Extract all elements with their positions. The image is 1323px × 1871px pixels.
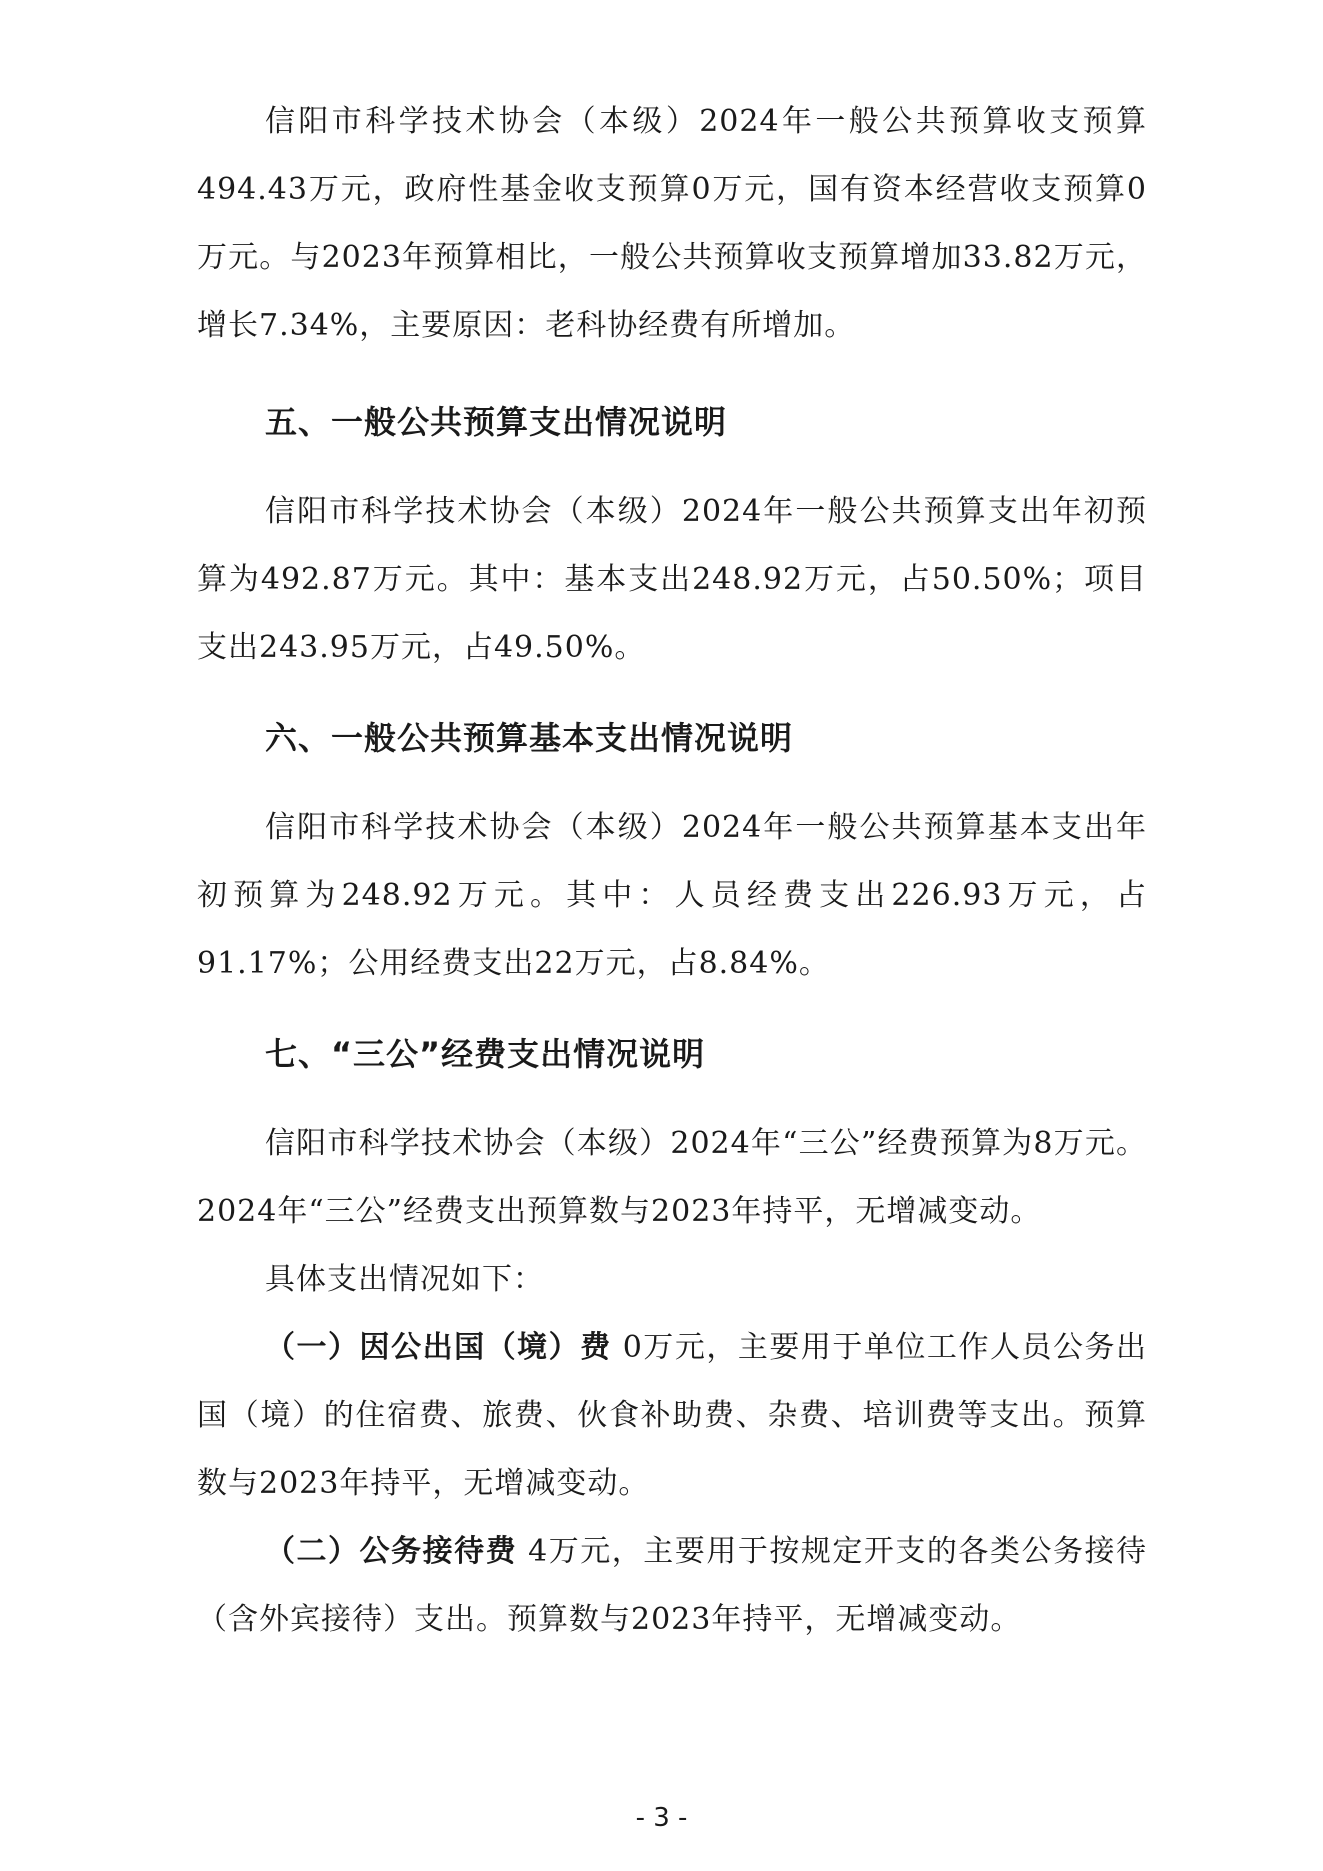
section-6-paragraph: 信阳市科学技术协会（本级）2024年一般公共预算基本支出年初预算为248.92万元。其中：人员经费支出226.93万元，占91.17%；公用经费支出22万元，占8.84%。 xyxy=(197,810,1147,981)
item-2-label: （二）公务接待费 xyxy=(265,1534,518,1569)
section-5-heading: 五、一般公共预算支出情况说明 xyxy=(265,403,728,441)
section-7-detail-intro: 具体支出情况如下： xyxy=(265,1262,544,1297)
document-body xyxy=(197,88,1147,1654)
section-7-item-1 xyxy=(197,1314,1147,1518)
section-7-paragraph: 信阳市科学技术协会（本级）2024年“三公”经费预算为8万元。2024年“三公”经费支出预算数与2023年持平，无增减变动。 xyxy=(197,1126,1147,1229)
section-7-heading: 七、“三公”经费支出情况说明 xyxy=(265,1035,706,1073)
item-1-label: （一）因公出国（境）费 xyxy=(265,1330,612,1365)
item-2-text: 4万元，主要用于按规定开支的各类公务接待（含外宾接待）支出。预算数与2023年持平，无增减变动。 xyxy=(197,1534,1147,1637)
page-number: - 3 - xyxy=(635,1803,688,1833)
item-1-text: 0万元，主要用于单位工作人员公务出国（境）的住宿费、旅费、伙食补助费、杂费、培训费等支出。预算数与2023年持平，无增减变动。 xyxy=(197,1330,1148,1501)
intro-paragraph: 信阳市科学技术协会（本级）2024年一般公共预算收支预算494.43万元，政府性基金收支预算0万元，国有资本经营收支预算0万元。与2023年预算相比，一般公共预算收支预算增加33.82万元，增长7.34%，主要原因：老科协经费有所增加。 xyxy=(197,104,1147,343)
section-6-heading: 六、一般公共预算基本支出情况说明 xyxy=(265,719,794,757)
section-7-item-2 xyxy=(197,1518,1147,1654)
section-5-paragraph: 信阳市科学技术协会（本级）2024年一般公共预算支出年初预算为492.87万元。其中：基本支出248.92万元，占50.50%；项目支出243.95万元，占49.50%。 xyxy=(197,494,1147,665)
